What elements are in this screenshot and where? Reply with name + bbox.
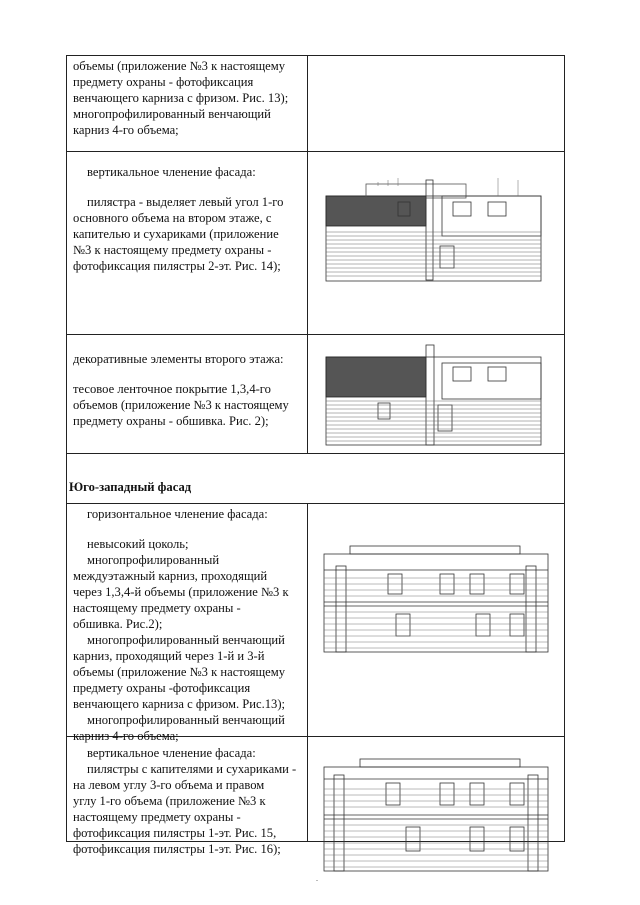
table-row — [67, 737, 564, 856]
text-line: предмету охраны - фотофиксация — [73, 75, 254, 89]
text-line: невысокий цоколь; — [87, 537, 189, 551]
text-line: многопрофилированный венчающий — [87, 633, 285, 647]
text-line: венчающего карниза с фризом. Рис.13); — [73, 697, 286, 711]
text-line: капителью и сухариками (приложение — [73, 227, 279, 241]
text-line: фотофиксация пилястры 1-эт. Рис. 16); — [73, 842, 281, 856]
text-line: обшивка. Рис.2); — [73, 617, 163, 631]
text-line: карниз 4-го объема; — [73, 729, 179, 743]
table-row — [67, 335, 564, 454]
description-cell — [67, 335, 308, 453]
text-line: предмету охраны - обшивка. Рис. 2); — [73, 414, 269, 428]
drawing-cell — [308, 504, 564, 736]
text-line: карниз, проходящий через 1-й и 3-й — [73, 649, 265, 663]
description-cell — [67, 504, 308, 743]
drawing-cell — [308, 335, 564, 453]
facade-drawing — [320, 544, 554, 656]
text-line: декоративные элементы второго этажа: — [73, 352, 284, 366]
description-cell — [67, 737, 308, 856]
text-line: предмету охраны -фотофиксация — [73, 681, 251, 695]
section-heading: Юго-западный фасад — [67, 454, 564, 504]
text-line: настоящему предмету охраны - — [73, 601, 241, 615]
scan-speck — [316, 880, 318, 881]
facade-drawing — [318, 176, 556, 286]
protection-subject-table — [66, 55, 565, 856]
text-line: через 1,3,4-й объемы (приложение №3 к — [73, 585, 289, 599]
text-line: объемы (приложение №3 к настоящему — [73, 665, 286, 679]
drawing-cell — [308, 152, 564, 334]
table-row — [67, 504, 564, 743]
text-line: венчающего карниза с фризом. Рис. 13); — [73, 91, 289, 105]
text-line: горизонтальное членение фасада: — [87, 507, 268, 521]
text-line: пилястра - выделяет левый угол 1-го — [87, 195, 284, 209]
table-row — [67, 152, 564, 335]
text-line: вертикальное членение фасада: — [87, 746, 256, 760]
description-cell — [67, 152, 308, 334]
text-line: тесовое ленточное покрытие 1,3,4-го — [73, 382, 271, 396]
text-line: на левом углу 3-го объема и правом — [73, 778, 265, 792]
text-line: углу 1-го объема (приложение №3 к — [73, 794, 266, 808]
table-row — [67, 56, 564, 152]
text-line: многопрофилированный — [87, 553, 220, 567]
text-line: многопрофилированный венчающий — [73, 107, 271, 121]
drawing-cell — [308, 737, 564, 841]
text-line: пилястры с капителями и сухариками - — [87, 762, 297, 776]
text-line: многопрофилированный венчающий — [87, 713, 285, 727]
text-line: настоящему предмету охраны - — [73, 810, 241, 824]
text-line: вертикальное членение фасада: — [87, 165, 256, 179]
description-cell — [67, 56, 308, 151]
text-line: междуэтажный карниз, проходящий — [73, 569, 268, 583]
facade-drawing — [318, 341, 556, 449]
text-line: фотофиксация пилястры 2-эт. Рис. 14); — [73, 259, 281, 273]
text-line: основного объема на втором этаже, с — [73, 211, 272, 225]
facade-drawing — [320, 749, 554, 875]
text-line: объемы (приложение №3 к настоящему — [73, 59, 286, 73]
text-line: №3 к настоящему предмету охраны - — [73, 243, 272, 257]
text-line: объемов (приложение №3 к настоящему — [73, 398, 289, 412]
text-line: фотофиксация пилястры 1-эт. Рис. 15, — [73, 826, 277, 840]
text-line: карниз 4-го объема; — [73, 123, 179, 137]
drawing-cell — [308, 56, 564, 151]
